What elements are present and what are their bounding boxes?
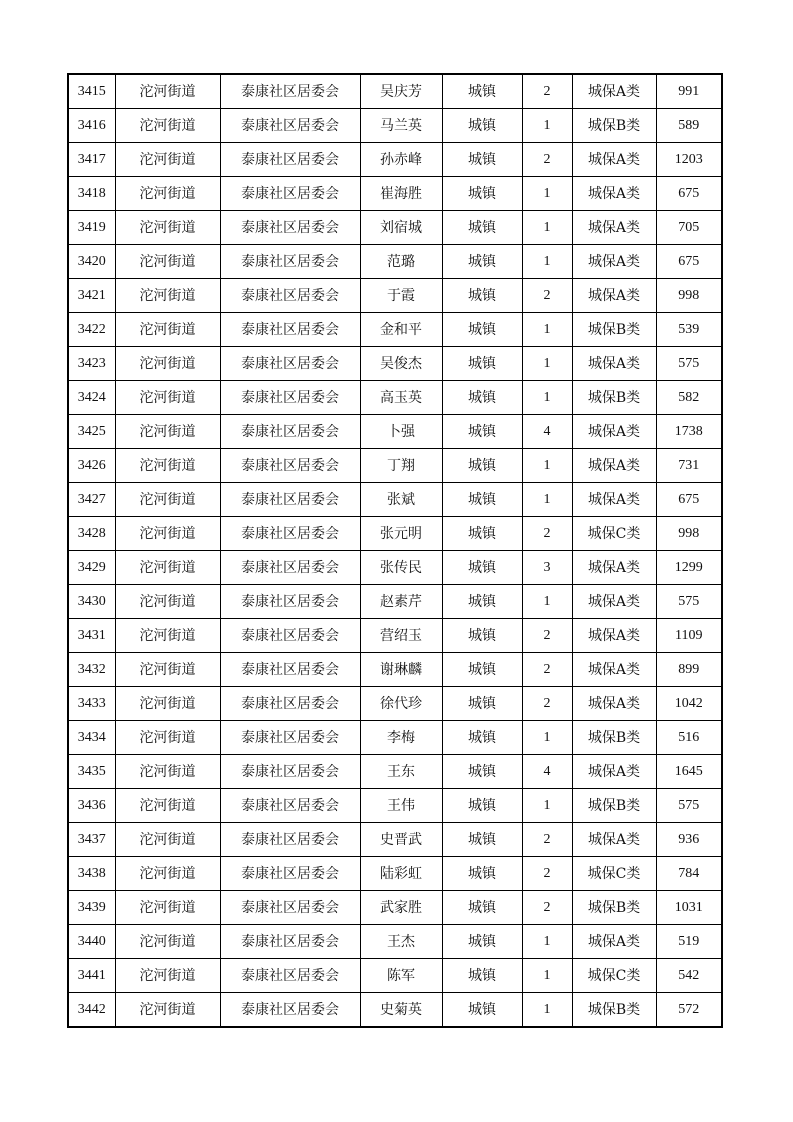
person-name-cell: 李梅 — [360, 721, 442, 755]
insurance-category-cell: 城保C类 — [572, 857, 656, 891]
amount-cell: 589 — [656, 109, 722, 143]
community-cell: 泰康社区居委会 — [220, 653, 360, 687]
row-number-cell: 3434 — [68, 721, 115, 755]
table-row — [68, 415, 722, 449]
table-row — [68, 891, 722, 925]
table-row — [68, 245, 722, 279]
insurance-category-cell: 城保A类 — [572, 415, 656, 449]
street-cell: 沱河街道 — [115, 789, 220, 823]
household-size-cell: 2 — [522, 517, 572, 551]
table-row — [68, 959, 722, 993]
street-cell: 沱河街道 — [115, 449, 220, 483]
area-type-cell: 城镇 — [442, 279, 522, 313]
area-type-cell: 城镇 — [442, 959, 522, 993]
area-type-cell: 城镇 — [442, 721, 522, 755]
insurance-category-cell: 城保B类 — [572, 891, 656, 925]
person-name-cell: 于霞 — [360, 279, 442, 313]
community-cell: 泰康社区居委会 — [220, 959, 360, 993]
row-number-cell: 3428 — [68, 517, 115, 551]
person-name-cell: 吴俊杰 — [360, 347, 442, 381]
person-name-cell: 徐代珍 — [360, 687, 442, 721]
area-type-cell: 城镇 — [442, 211, 522, 245]
person-name-cell: 马兰英 — [360, 109, 442, 143]
person-name-cell: 金和平 — [360, 313, 442, 347]
community-cell: 泰康社区居委会 — [220, 993, 360, 1028]
amount-cell: 936 — [656, 823, 722, 857]
street-cell: 沱河街道 — [115, 925, 220, 959]
person-name-cell: 王伟 — [360, 789, 442, 823]
street-cell: 沱河街道 — [115, 687, 220, 721]
community-cell: 泰康社区居委会 — [220, 687, 360, 721]
row-number-cell: 3430 — [68, 585, 115, 619]
insurance-category-cell: 城保A类 — [572, 585, 656, 619]
row-number-cell: 3416 — [68, 109, 115, 143]
person-name-cell: 卜强 — [360, 415, 442, 449]
street-cell: 沱河街道 — [115, 74, 220, 109]
community-cell: 泰康社区居委会 — [220, 143, 360, 177]
community-cell: 泰康社区居委会 — [220, 585, 360, 619]
street-cell: 沱河街道 — [115, 721, 220, 755]
amount-cell: 539 — [656, 313, 722, 347]
street-cell: 沱河街道 — [115, 857, 220, 891]
area-type-cell: 城镇 — [442, 449, 522, 483]
insurance-category-cell: 城保B类 — [572, 993, 656, 1028]
row-number-cell: 3417 — [68, 143, 115, 177]
amount-cell: 1031 — [656, 891, 722, 925]
household-size-cell: 1 — [522, 313, 572, 347]
table-row — [68, 381, 722, 415]
person-name-cell: 武家胜 — [360, 891, 442, 925]
household-size-cell: 2 — [522, 619, 572, 653]
row-number-cell: 3438 — [68, 857, 115, 891]
street-cell: 沱河街道 — [115, 585, 220, 619]
community-cell: 泰康社区居委会 — [220, 755, 360, 789]
table-row — [68, 789, 722, 823]
row-number-cell: 3431 — [68, 619, 115, 653]
row-number-cell: 3421 — [68, 279, 115, 313]
row-number-cell: 3433 — [68, 687, 115, 721]
amount-cell: 675 — [656, 177, 722, 211]
row-number-cell: 3420 — [68, 245, 115, 279]
row-number-cell: 3419 — [68, 211, 115, 245]
insurance-category-cell: 城保A类 — [572, 687, 656, 721]
insurance-category-cell: 城保C类 — [572, 959, 656, 993]
community-cell: 泰康社区居委会 — [220, 279, 360, 313]
amount-cell: 675 — [656, 483, 722, 517]
table-row — [68, 925, 722, 959]
row-number-cell: 3424 — [68, 381, 115, 415]
person-name-cell: 营绍玉 — [360, 619, 442, 653]
beneficiary-table — [67, 73, 723, 1028]
community-cell: 泰康社区居委会 — [220, 177, 360, 211]
person-name-cell: 张元明 — [360, 517, 442, 551]
person-name-cell: 吴庆芳 — [360, 74, 442, 109]
person-name-cell: 张传民 — [360, 551, 442, 585]
amount-cell: 731 — [656, 449, 722, 483]
table-row — [68, 823, 722, 857]
table-row — [68, 483, 722, 517]
street-cell: 沱河街道 — [115, 279, 220, 313]
household-size-cell: 1 — [522, 789, 572, 823]
row-number-cell: 3439 — [68, 891, 115, 925]
amount-cell: 575 — [656, 789, 722, 823]
street-cell: 沱河街道 — [115, 755, 220, 789]
area-type-cell: 城镇 — [442, 415, 522, 449]
street-cell: 沱河街道 — [115, 619, 220, 653]
insurance-category-cell: 城保A类 — [572, 74, 656, 109]
table-row — [68, 143, 722, 177]
insurance-category-cell: 城保C类 — [572, 517, 656, 551]
table-row — [68, 755, 722, 789]
street-cell: 沱河街道 — [115, 313, 220, 347]
person-name-cell: 范璐 — [360, 245, 442, 279]
amount-cell: 572 — [656, 993, 722, 1028]
insurance-category-cell: 城保A类 — [572, 177, 656, 211]
person-name-cell: 张斌 — [360, 483, 442, 517]
amount-cell: 1109 — [656, 619, 722, 653]
household-size-cell: 1 — [522, 483, 572, 517]
street-cell: 沱河街道 — [115, 959, 220, 993]
household-size-cell: 1 — [522, 959, 572, 993]
person-name-cell: 孙赤峰 — [360, 143, 442, 177]
person-name-cell: 丁翔 — [360, 449, 442, 483]
area-type-cell: 城镇 — [442, 687, 522, 721]
household-size-cell: 1 — [522, 993, 572, 1028]
area-type-cell: 城镇 — [442, 74, 522, 109]
household-size-cell: 1 — [522, 925, 572, 959]
area-type-cell: 城镇 — [442, 517, 522, 551]
table-row — [68, 687, 722, 721]
insurance-category-cell: 城保B类 — [572, 721, 656, 755]
row-number-cell: 3426 — [68, 449, 115, 483]
person-name-cell: 王杰 — [360, 925, 442, 959]
insurance-category-cell: 城保A类 — [572, 823, 656, 857]
community-cell: 泰康社区居委会 — [220, 891, 360, 925]
community-cell: 泰康社区居委会 — [220, 74, 360, 109]
street-cell: 沱河街道 — [115, 381, 220, 415]
area-type-cell: 城镇 — [442, 551, 522, 585]
person-name-cell: 高玉英 — [360, 381, 442, 415]
household-size-cell: 4 — [522, 415, 572, 449]
amount-cell: 582 — [656, 381, 722, 415]
community-cell: 泰康社区居委会 — [220, 415, 360, 449]
street-cell: 沱河街道 — [115, 891, 220, 925]
amount-cell: 899 — [656, 653, 722, 687]
table-row — [68, 993, 722, 1028]
row-number-cell: 3418 — [68, 177, 115, 211]
row-number-cell: 3442 — [68, 993, 115, 1028]
community-cell: 泰康社区居委会 — [220, 347, 360, 381]
insurance-category-cell: 城保B类 — [572, 313, 656, 347]
amount-cell: 998 — [656, 279, 722, 313]
community-cell: 泰康社区居委会 — [220, 245, 360, 279]
household-size-cell: 1 — [522, 109, 572, 143]
community-cell: 泰康社区居委会 — [220, 551, 360, 585]
household-size-cell: 2 — [522, 857, 572, 891]
insurance-category-cell: 城保A类 — [572, 449, 656, 483]
amount-cell: 991 — [656, 74, 722, 109]
street-cell: 沱河街道 — [115, 143, 220, 177]
row-number-cell: 3423 — [68, 347, 115, 381]
amount-cell: 675 — [656, 245, 722, 279]
table-row — [68, 585, 722, 619]
table-row — [68, 177, 722, 211]
street-cell: 沱河街道 — [115, 993, 220, 1028]
person-name-cell: 谢琳麟 — [360, 653, 442, 687]
insurance-category-cell: 城保B类 — [572, 381, 656, 415]
table-row — [68, 551, 722, 585]
area-type-cell: 城镇 — [442, 891, 522, 925]
household-size-cell: 2 — [522, 74, 572, 109]
area-type-cell: 城镇 — [442, 857, 522, 891]
amount-cell: 1645 — [656, 755, 722, 789]
area-type-cell: 城镇 — [442, 483, 522, 517]
street-cell: 沱河街道 — [115, 415, 220, 449]
household-size-cell: 1 — [522, 721, 572, 755]
table-row — [68, 74, 722, 109]
community-cell: 泰康社区居委会 — [220, 857, 360, 891]
row-number-cell: 3432 — [68, 653, 115, 687]
area-type-cell: 城镇 — [442, 823, 522, 857]
community-cell: 泰康社区居委会 — [220, 483, 360, 517]
row-number-cell: 3440 — [68, 925, 115, 959]
area-type-cell: 城镇 — [442, 109, 522, 143]
amount-cell: 998 — [656, 517, 722, 551]
amount-cell: 1203 — [656, 143, 722, 177]
table-row — [68, 313, 722, 347]
person-name-cell: 史晋武 — [360, 823, 442, 857]
household-size-cell: 1 — [522, 381, 572, 415]
household-size-cell: 1 — [522, 177, 572, 211]
row-number-cell: 3415 — [68, 74, 115, 109]
row-number-cell: 3429 — [68, 551, 115, 585]
area-type-cell: 城镇 — [442, 993, 522, 1028]
table-row — [68, 449, 722, 483]
table-row — [68, 517, 722, 551]
street-cell: 沱河街道 — [115, 245, 220, 279]
area-type-cell: 城镇 — [442, 619, 522, 653]
household-size-cell: 1 — [522, 211, 572, 245]
insurance-category-cell: 城保A类 — [572, 483, 656, 517]
community-cell: 泰康社区居委会 — [220, 517, 360, 551]
table-row — [68, 109, 722, 143]
row-number-cell: 3441 — [68, 959, 115, 993]
person-name-cell: 赵素芹 — [360, 585, 442, 619]
person-name-cell: 陆彩虹 — [360, 857, 442, 891]
row-number-cell: 3427 — [68, 483, 115, 517]
amount-cell: 575 — [656, 347, 722, 381]
person-name-cell: 陈军 — [360, 959, 442, 993]
insurance-category-cell: 城保A类 — [572, 551, 656, 585]
amount-cell: 1738 — [656, 415, 722, 449]
household-size-cell: 2 — [522, 823, 572, 857]
household-size-cell: 2 — [522, 279, 572, 313]
street-cell: 沱河街道 — [115, 109, 220, 143]
area-type-cell: 城镇 — [442, 245, 522, 279]
household-size-cell: 2 — [522, 143, 572, 177]
community-cell: 泰康社区居委会 — [220, 109, 360, 143]
table-row — [68, 619, 722, 653]
row-number-cell: 3437 — [68, 823, 115, 857]
street-cell: 沱河街道 — [115, 211, 220, 245]
community-cell: 泰康社区居委会 — [220, 449, 360, 483]
household-size-cell: 4 — [522, 755, 572, 789]
household-size-cell: 2 — [522, 653, 572, 687]
insurance-category-cell: 城保A类 — [572, 755, 656, 789]
community-cell: 泰康社区居委会 — [220, 823, 360, 857]
table-row — [68, 211, 722, 245]
table-row — [68, 653, 722, 687]
amount-cell: 1299 — [656, 551, 722, 585]
household-size-cell: 2 — [522, 687, 572, 721]
insurance-category-cell: 城保A类 — [572, 245, 656, 279]
area-type-cell: 城镇 — [442, 585, 522, 619]
household-size-cell: 1 — [522, 245, 572, 279]
insurance-category-cell: 城保A类 — [572, 211, 656, 245]
community-cell: 泰康社区居委会 — [220, 721, 360, 755]
household-size-cell: 1 — [522, 449, 572, 483]
amount-cell: 516 — [656, 721, 722, 755]
community-cell: 泰康社区居委会 — [220, 789, 360, 823]
area-type-cell: 城镇 — [442, 143, 522, 177]
table-row — [68, 721, 722, 755]
area-type-cell: 城镇 — [442, 755, 522, 789]
amount-cell: 705 — [656, 211, 722, 245]
insurance-category-cell: 城保A类 — [572, 347, 656, 381]
street-cell: 沱河街道 — [115, 347, 220, 381]
row-number-cell: 3436 — [68, 789, 115, 823]
amount-cell: 1042 — [656, 687, 722, 721]
insurance-category-cell: 城保A类 — [572, 279, 656, 313]
insurance-category-cell: 城保A类 — [572, 925, 656, 959]
street-cell: 沱河街道 — [115, 177, 220, 211]
insurance-category-cell: 城保B类 — [572, 109, 656, 143]
table-row — [68, 857, 722, 891]
household-size-cell: 1 — [522, 585, 572, 619]
community-cell: 泰康社区居委会 — [220, 381, 360, 415]
household-size-cell: 3 — [522, 551, 572, 585]
street-cell: 沱河街道 — [115, 517, 220, 551]
street-cell: 沱河街道 — [115, 551, 220, 585]
row-number-cell: 3425 — [68, 415, 115, 449]
insurance-category-cell: 城保B类 — [572, 789, 656, 823]
person-name-cell: 崔海胜 — [360, 177, 442, 211]
area-type-cell: 城镇 — [442, 177, 522, 211]
insurance-category-cell: 城保A类 — [572, 653, 656, 687]
area-type-cell: 城镇 — [442, 381, 522, 415]
amount-cell: 575 — [656, 585, 722, 619]
row-number-cell: 3435 — [68, 755, 115, 789]
community-cell: 泰康社区居委会 — [220, 925, 360, 959]
household-size-cell: 2 — [522, 891, 572, 925]
amount-cell: 784 — [656, 857, 722, 891]
community-cell: 泰康社区居委会 — [220, 211, 360, 245]
household-size-cell: 1 — [522, 347, 572, 381]
insurance-category-cell: 城保A类 — [572, 619, 656, 653]
amount-cell: 542 — [656, 959, 722, 993]
area-type-cell: 城镇 — [442, 925, 522, 959]
area-type-cell: 城镇 — [442, 789, 522, 823]
table-row — [68, 347, 722, 381]
person-name-cell: 王东 — [360, 755, 442, 789]
person-name-cell: 史菊英 — [360, 993, 442, 1028]
table-row — [68, 279, 722, 313]
community-cell: 泰康社区居委会 — [220, 619, 360, 653]
street-cell: 沱河街道 — [115, 823, 220, 857]
area-type-cell: 城镇 — [442, 653, 522, 687]
area-type-cell: 城镇 — [442, 347, 522, 381]
amount-cell: 519 — [656, 925, 722, 959]
street-cell: 沱河街道 — [115, 483, 220, 517]
community-cell: 泰康社区居委会 — [220, 313, 360, 347]
table-body — [68, 74, 722, 1027]
row-number-cell: 3422 — [68, 313, 115, 347]
area-type-cell: 城镇 — [442, 313, 522, 347]
person-name-cell: 刘宿城 — [360, 211, 442, 245]
insurance-category-cell: 城保A类 — [572, 143, 656, 177]
street-cell: 沱河街道 — [115, 653, 220, 687]
